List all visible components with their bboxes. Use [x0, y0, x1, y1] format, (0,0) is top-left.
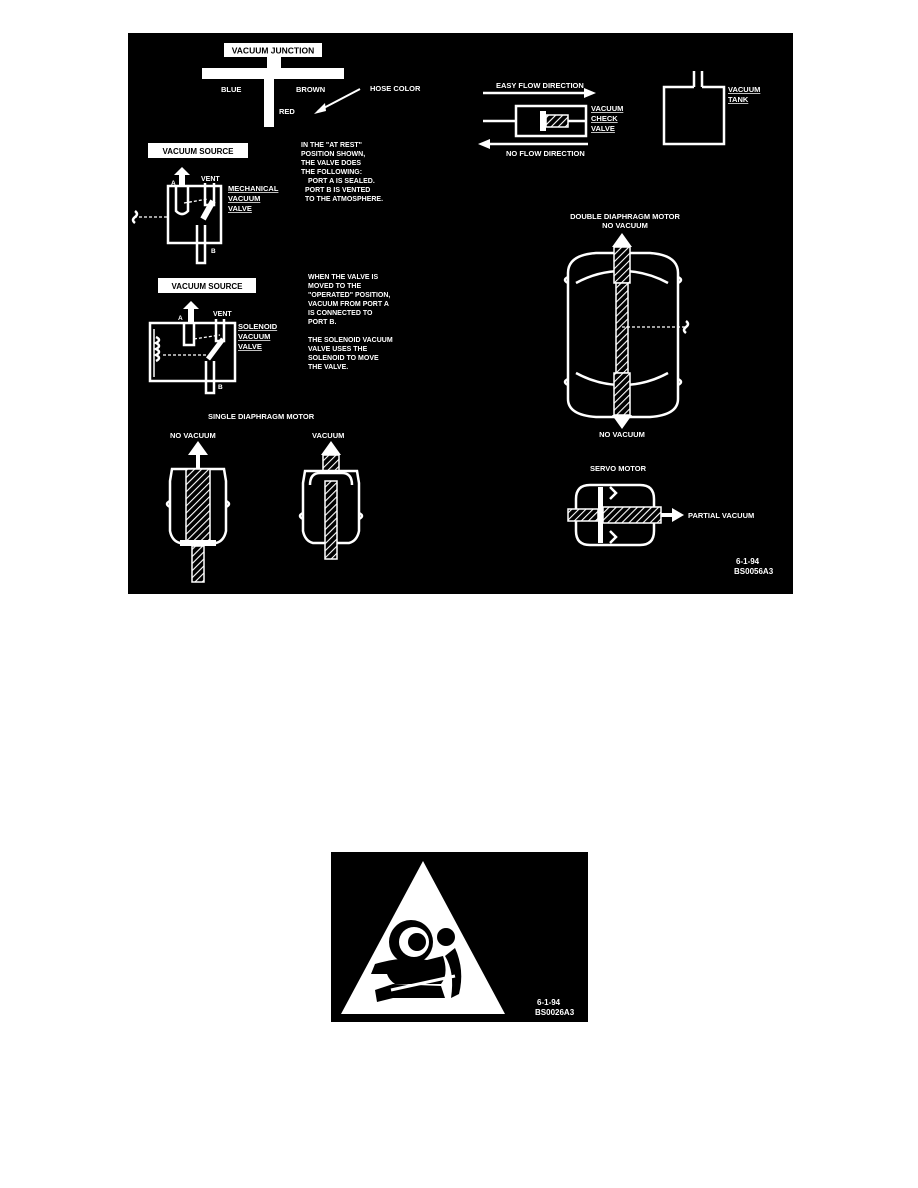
vacuum-components-diagram — [128, 33, 793, 594]
servo-arrow-label: PARTIAL VACUUM — [688, 511, 755, 520]
occupant-head-icon — [437, 928, 455, 946]
sol-desc-7: THE SOLENOID VACUUM — [308, 337, 393, 344]
mechanical-port-b-label: B — [211, 248, 216, 255]
mechanical-label-2: VACUUM — [228, 194, 261, 203]
mechanical-source-label: VACUUM SOURCE — [162, 147, 234, 156]
easy-flow-label: EASY FLOW DIRECTION — [496, 81, 584, 90]
sol-desc-1: WHEN THE VALVE IS — [308, 274, 379, 281]
check-valve-label-2: CHECK — [591, 114, 618, 123]
figure1-ref-date: 6-1-94 — [736, 557, 760, 566]
mechanical-port-a-label: A — [171, 180, 176, 187]
sol-desc-5: IS CONNECTED TO — [308, 310, 373, 317]
hose-color-label: HOSE COLOR — [370, 84, 421, 93]
sol-desc-3: "OPERATED" POSITION, — [308, 292, 391, 299]
red-hose — [264, 79, 274, 127]
mech-desc-6: PORT B IS VENTED — [305, 187, 371, 194]
single-right-spring-compressed — [323, 455, 339, 471]
single-vacuum-label: VACUUM — [312, 431, 345, 440]
junction-tee — [267, 57, 281, 79]
single-left-rod — [192, 546, 204, 582]
sol-desc-8: VALVE USES THE — [308, 346, 368, 353]
figure1-ref-code: BS0056A3 — [734, 567, 774, 576]
solenoid-source-label: VACUUM SOURCE — [171, 282, 243, 291]
sol-desc-2: MOVED TO THE — [308, 283, 362, 290]
mech-desc-3: THE VALVE DOES — [301, 160, 362, 167]
single-diaphragm-title: SINGLE DIAPHRAGM MOTOR — [208, 412, 315, 421]
blue-hose-label: BLUE — [221, 85, 242, 94]
sol-desc-9: SOLENOID TO MOVE — [308, 355, 379, 362]
solenoid-port-a-label: A — [178, 315, 183, 322]
solenoid-label-3: VALVE — [238, 342, 262, 351]
mech-desc-7: TO THE ATMOSPHERE. — [305, 196, 384, 203]
solenoid-label-1: SOLENOID — [238, 322, 278, 331]
mech-desc-2: POSITION SHOWN, — [301, 151, 366, 158]
red-hose-label: RED — [279, 107, 295, 116]
servo-title: SERVO MOTOR — [590, 464, 646, 473]
solenoid-label-2: VACUUM — [238, 332, 271, 341]
solenoid-port-b-label: B — [218, 384, 223, 391]
sol-desc-10: THE VALVE. — [308, 364, 349, 371]
figure2-ref-code: BS0026A3 — [535, 1008, 575, 1017]
double-center-rod — [616, 283, 628, 373]
brown-hose-label: BROWN — [296, 85, 326, 94]
check-valve-disc — [540, 111, 546, 131]
airbag-core — [408, 933, 426, 951]
vacuum-junction-title: VACUUM JUNCTION — [231, 45, 315, 56]
double-diaphragm-title-2: NO VACUUM — [602, 221, 648, 230]
servo-left-rod — [568, 509, 598, 521]
tank-label-1: VACUUM — [728, 85, 761, 94]
mechanical-label-1: MECHANICAL — [228, 184, 279, 193]
single-left-spring — [186, 469, 210, 543]
no-flow-label: NO FLOW DIRECTION — [506, 149, 585, 158]
sol-desc-4: VACUUM FROM PORT A — [308, 301, 389, 308]
double-diaphragm-title-1: DOUBLE DIAPHRAGM MOTOR — [570, 212, 680, 221]
solenoid-vent-label: VENT — [213, 311, 232, 318]
check-valve-spring — [546, 115, 568, 127]
figure2-ref-date: 6-1-94 — [537, 998, 561, 1007]
tank-label-2: TANK — [728, 95, 749, 104]
brown-hose — [280, 68, 344, 79]
mechanical-vent-label: VENT — [201, 176, 220, 183]
sol-desc-6: PORT B. — [308, 319, 337, 326]
servo-spring — [603, 507, 661, 523]
double-upper-spring — [614, 247, 630, 283]
single-no-vacuum-label: NO VACUUM — [170, 431, 216, 440]
mech-desc-1: IN THE "AT REST" — [301, 142, 362, 149]
mech-desc-4: THE FOLLOWING: — [301, 169, 363, 176]
single-right-rod — [325, 481, 337, 559]
check-valve-label-3: VALVE — [591, 124, 615, 133]
check-valve-label-1: VACUUM — [591, 104, 624, 113]
mech-desc-5: PORT A IS SEALED. — [308, 178, 375, 185]
airbag-warning-symbol — [331, 852, 588, 1022]
mechanical-label-3: VALVE — [228, 204, 252, 213]
single-left-diaphragm — [180, 540, 216, 546]
double-lower-spring — [614, 373, 630, 415]
double-bottom-label: NO VACUUM — [599, 430, 645, 439]
blue-hose — [202, 68, 268, 79]
